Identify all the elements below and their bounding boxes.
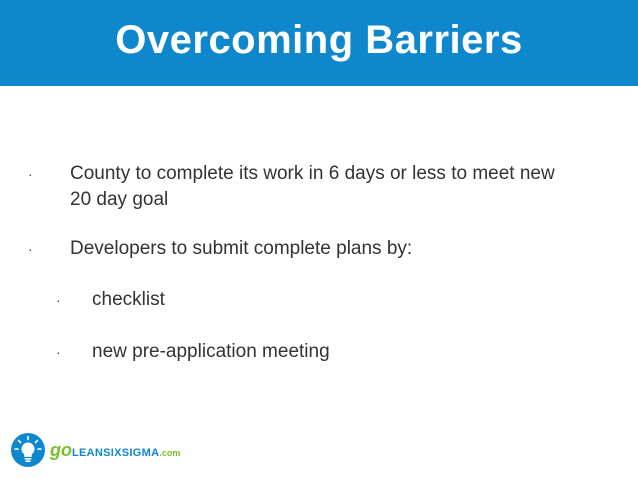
bullet-text: Developers to submit complete plans by: xyxy=(70,238,413,259)
logo-leansixsigma: LEANSIXSIGMA xyxy=(72,446,160,459)
sub-bullet-item xyxy=(56,339,576,365)
bullet-marker: · xyxy=(56,292,61,308)
bullet-marker: · xyxy=(28,166,33,182)
bullet-marker: · xyxy=(56,344,61,360)
bullet-marker: · xyxy=(28,241,33,257)
logo-dotcom: .com xyxy=(159,447,181,458)
bullet-text: new pre-application meeting xyxy=(92,341,330,362)
slide-title: Overcoming Barriers xyxy=(115,17,523,62)
bullet-text: County to complete its work in 6 days or less to meet new 20 day goal xyxy=(70,163,555,210)
lightbulb-icon xyxy=(10,432,46,468)
brand-logo xyxy=(10,432,180,468)
logo-go: go xyxy=(50,439,72,460)
logo-wordmark xyxy=(50,440,180,461)
bullet-item xyxy=(28,236,598,262)
bullet-text: checklist xyxy=(92,289,165,310)
sub-bullet-item xyxy=(56,287,576,313)
bullet-item xyxy=(28,161,598,213)
